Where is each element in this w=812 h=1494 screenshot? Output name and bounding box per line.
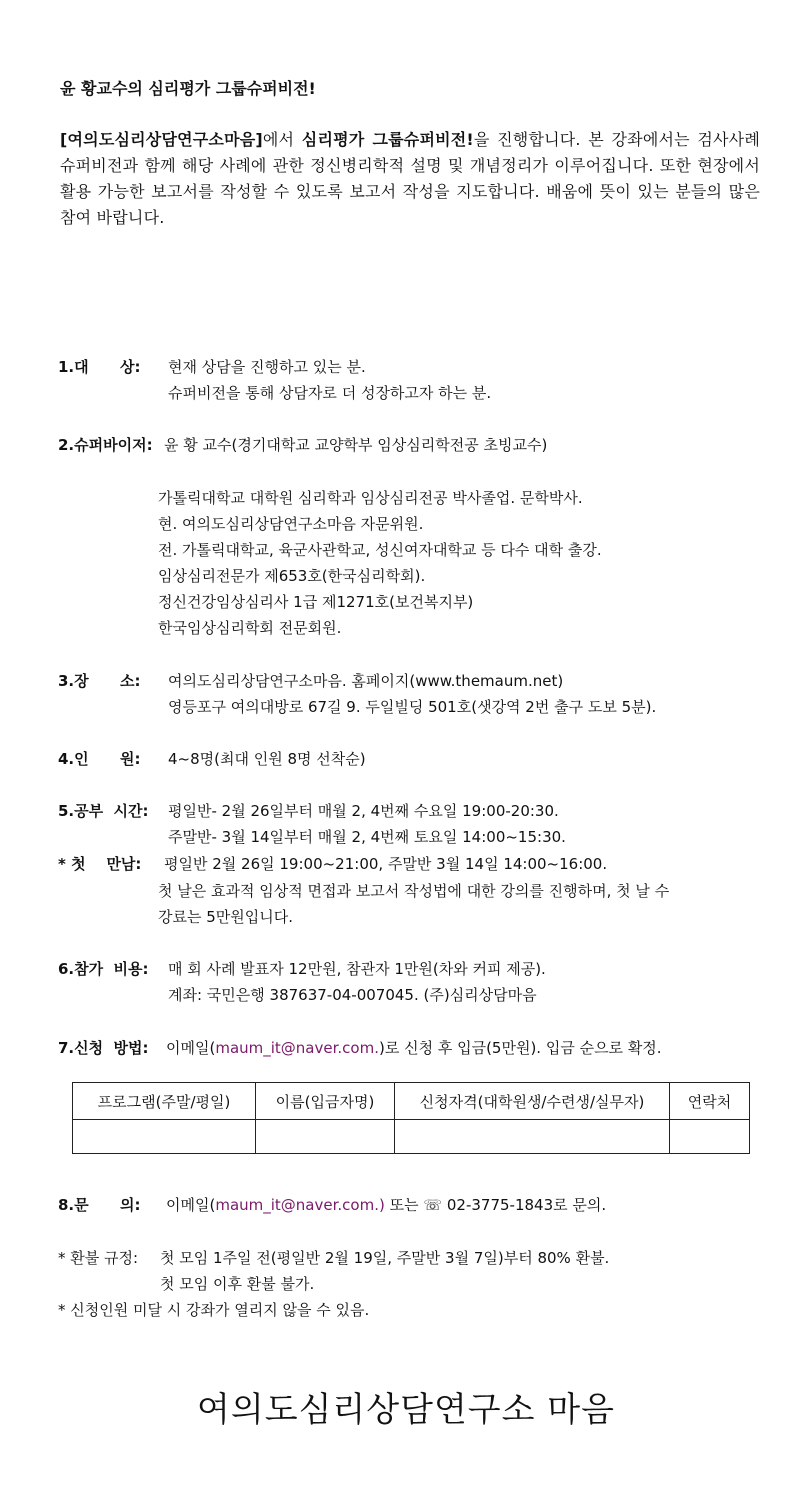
- refund-line-1: 첫 모임 1주일 전(평일반 2월 19일, 주말반 3월 7일)부터 80% 환불.: [160, 1249, 610, 1267]
- refund-label: * 환불 규정:: [58, 1249, 139, 1267]
- supervisor-bio-6: 한국임상심리학회 전문회원.: [158, 619, 342, 637]
- intro-paragraph: [60, 127, 760, 231]
- table-cell-name[interactable]: [256, 1120, 395, 1154]
- footer-org-name: 여의도심리상담연구소 마음: [197, 1390, 615, 1430]
- apply-text-pre: 이메일(: [166, 1039, 216, 1057]
- capacity-line-1: 4~8명(최대 인원 8명 선착순): [168, 750, 366, 768]
- table-cell-program[interactable]: [73, 1120, 256, 1154]
- table-header-qualification: 신청자격(대학원생/수련생/실무자): [395, 1083, 670, 1120]
- application-table: [72, 1082, 750, 1154]
- supervisor-bio-5: 정신건강임상심리사 1급 제1271호(보건복지부): [158, 593, 474, 611]
- fee-line-2: 계좌: 국민은행 387637-04-007045. (주)심리상담마음: [168, 986, 537, 1004]
- table-cell-contact[interactable]: [670, 1120, 750, 1154]
- inquiry-email-link[interactable]: maum_it@naver.com.): [215, 1196, 385, 1214]
- target-label: 1.대 상:: [58, 358, 141, 376]
- apply-text-post: )로 신청 후 입금(5만원). 입금 순으로 확정.: [378, 1039, 662, 1057]
- intro-text-2: 을 진행합니다. 본 강좌에서는 검사사례 슈퍼비전과 함께 해당 사례에 관한 정신병리학적 설명 및 개념정리가 이루어집니다. 또한 현장에서 활용 가능한 보고서를 작성할 수 있도록 보고서 작성을 지도합니다. 배움에 뜻이 있는 분들의 많은 참여 바랍니다.: [60, 130, 760, 227]
- supervisor-bio-1: 가톨릭대학교 대학원 심리학과 임상심리전공 박사졸업. 문학박사.: [158, 489, 583, 507]
- inquiry-label: 8.문 의:: [58, 1196, 141, 1214]
- first-meeting-label: * 첫 만남:: [58, 855, 142, 873]
- inquiry-text-post: 또는 ☏ 02-3775-1843로 문의.: [384, 1196, 607, 1214]
- first-meeting-line-1: 평일반 2월 26일 19:00~21:00, 주말반 3월 14일 14:00~16:00.: [164, 855, 608, 873]
- supervisor-label: 2.슈퍼바이저:: [58, 436, 153, 454]
- first-meeting-line-3: 강료는 5만원입니다.: [158, 908, 294, 926]
- place-label: 3.장 소:: [58, 672, 141, 690]
- place-line-1: 여의도심리상담연구소마음. 홈페이지(www.themaum.net): [168, 672, 564, 690]
- intro-program: 심리평가 그룹슈퍼비전!: [301, 130, 474, 149]
- target-line-2: 슈퍼비전을 통해 상담자로 더 성장하고자 하는 분.: [168, 384, 492, 402]
- minimum-enrollment-note: * 신청인원 미달 시 강좌가 열리지 않을 수 있음.: [58, 1301, 370, 1319]
- apply-line: [166, 1037, 662, 1058]
- place-line-2: 영등포구 여의대방로 67길 9. 두일빌딩 501호(샛강역 2번 출구 도보 5분).: [168, 698, 657, 716]
- page-title: 윤 황교수의 심리평가 그룹슈퍼비전!: [60, 79, 316, 98]
- inquiry-line: [166, 1194, 606, 1215]
- supervisor-bio-3: 전. 가톨릭대학교, 육군사관학교, 성신여자대학교 등 다수 대학 출강.: [158, 541, 602, 559]
- schedule-line-1: 평일반- 2월 26일부터 매월 2, 4번째 수요일 19:00-20:30.: [168, 802, 559, 820]
- schedule-line-2: 주말반- 3월 14일부터 매월 2, 4번째 토요일 14:00~15:30.: [168, 828, 566, 846]
- refund-line-2: 첫 모임 이후 환불 불가.: [160, 1275, 315, 1293]
- fee-line-1: 매 회 사례 발표자 12만원, 참관자 1만원(차와 커피 제공).: [168, 960, 546, 978]
- inquiry-text-pre: 이메일(: [166, 1196, 216, 1214]
- apply-label: 7.신청 방법:: [58, 1039, 149, 1057]
- first-meeting-line-2: 첫 날은 효과적 임상적 면접과 보고서 작성법에 대한 강의를 진행하며, 첫 날 수: [158, 882, 670, 900]
- supervisor-bio-4: 임상심리전문가 제653호(한국심리학회).: [158, 567, 426, 585]
- table-cell-qualification[interactable]: [395, 1120, 670, 1154]
- supervisor-bio-2: 현. 여의도심리상담연구소마음 자문위원.: [158, 515, 424, 533]
- fee-label: 6.참가 비용:: [58, 960, 149, 978]
- target-line-1: 현재 상담을 진행하고 있는 분.: [168, 358, 366, 376]
- table-header-name: 이름(입금자명): [256, 1083, 395, 1120]
- supervisor-name: 윤 황 교수(경기대학교 교양학부 임상심리학전공 초빙교수): [164, 436, 548, 454]
- table-header-contact: 연락처: [670, 1083, 750, 1120]
- apply-email-link[interactable]: maum_it@naver.com.: [215, 1039, 379, 1057]
- schedule-label: 5.공부 시간:: [58, 802, 149, 820]
- table-header-program: 프로그램(주말/평일): [73, 1083, 256, 1120]
- table-header-row: [73, 1083, 750, 1120]
- table-row: [73, 1120, 750, 1154]
- intro-org: [여의도심리상담연구소마음]: [60, 130, 263, 149]
- intro-text-1: 에서: [262, 130, 302, 149]
- capacity-label: 4.인 원:: [58, 750, 141, 768]
